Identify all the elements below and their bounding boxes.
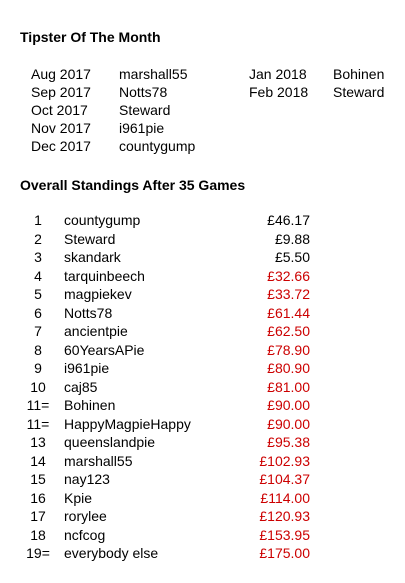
- standing-amount: £61.44: [267, 304, 310, 321]
- standing-amount: £104.37: [259, 471, 310, 487]
- standing-amount: £80.90: [267, 360, 310, 376]
- standing-position: 4: [34, 267, 42, 284]
- standing-position: 19=: [26, 545, 50, 561]
- standing-position: 16: [30, 489, 46, 506]
- standing-name: i961pie: [64, 360, 110, 376]
- tipster-name: countygump: [119, 138, 196, 154]
- standing-name: caj85: [64, 378, 98, 395]
- tipster-name: Notts78: [119, 84, 168, 100]
- standing-amount: £32.66: [267, 267, 310, 284]
- standing-position: 8: [34, 341, 42, 358]
- standing-name: rorylee: [64, 508, 107, 524]
- standing-name: Kpie: [64, 489, 93, 506]
- standing-name: tarquinbeech: [64, 267, 145, 284]
- standing-position: 9: [34, 360, 42, 376]
- standing-name: Steward: [64, 230, 116, 247]
- standing-position: 5: [34, 286, 42, 302]
- tipster-name: marshall55: [119, 66, 188, 82]
- standing-position: 10: [30, 378, 46, 395]
- standing-amount: £46.17: [267, 212, 310, 228]
- standing-name: countygump: [64, 212, 141, 228]
- tipster-title: Tipster Of The Month: [20, 29, 161, 45]
- standing-amount: £62.50: [267, 323, 310, 339]
- standing-position: 3: [34, 249, 42, 265]
- tipster-month: Aug 2017: [31, 66, 91, 82]
- tipster-month: Dec 2017: [31, 138, 91, 154]
- standing-amount: £114.00: [260, 489, 310, 506]
- standing-amount: £120.93: [259, 508, 310, 524]
- standing-position: 14: [30, 452, 46, 469]
- standing-amount: £78.90: [267, 341, 310, 358]
- standing-name: marshall55: [64, 452, 133, 469]
- standing-amount: £81.00: [267, 378, 310, 395]
- standing-position: 1: [34, 212, 42, 228]
- standing-amount: £33.72: [267, 286, 310, 302]
- standing-amount: £95.38: [267, 434, 310, 450]
- standing-position: 11=: [26, 415, 50, 432]
- tipster-name: Steward: [333, 84, 385, 100]
- standings-title: Overall Standings After 35 Games: [20, 177, 246, 193]
- standing-position: 18: [30, 526, 46, 543]
- standing-position: 13: [30, 434, 46, 450]
- standing-position: 11=: [26, 397, 50, 413]
- standing-name: ncfcog: [64, 526, 106, 543]
- standing-amount: £9.88: [274, 230, 310, 247]
- standing-position: 17: [30, 508, 46, 524]
- tipster-name: Steward: [119, 102, 171, 118]
- standing-amount: £102.93: [259, 452, 310, 469]
- tipster-month: Nov 2017: [31, 120, 91, 136]
- tipster-month: Sep 2017: [31, 84, 91, 100]
- standing-position: 6: [34, 304, 42, 321]
- standing-amount: £90.00: [267, 415, 310, 432]
- standing-name: magpiekev: [64, 286, 132, 302]
- tipster-name: Bohinen: [333, 66, 385, 82]
- standing-name: everybody else: [64, 545, 159, 561]
- tipster-month: Feb 2018: [249, 84, 309, 100]
- standing-amount: £90.00: [267, 397, 310, 413]
- tipster-name: i961pie: [119, 120, 165, 136]
- standing-amount: £153.95: [259, 526, 310, 543]
- standing-name: Bohinen: [64, 397, 116, 413]
- standing-name: 60YearsAPie: [64, 341, 145, 358]
- standing-name: Notts78: [64, 304, 113, 321]
- standing-position: 7: [34, 323, 42, 339]
- standing-position: 2: [34, 230, 42, 247]
- standing-amount: £175.00: [259, 545, 310, 561]
- standing-name: ancientpie: [64, 323, 128, 339]
- standing-amount: £5.50: [274, 249, 310, 265]
- standing-name: nay123: [64, 471, 110, 487]
- standing-name: HappyMagpieHappy: [64, 415, 191, 432]
- tipster-month: Oct 2017: [31, 102, 88, 118]
- standing-name: queenslandpie: [64, 434, 156, 450]
- standing-name: skandark: [64, 249, 121, 265]
- standing-position: 15: [30, 471, 46, 487]
- tipster-month: Jan 2018: [249, 66, 307, 82]
